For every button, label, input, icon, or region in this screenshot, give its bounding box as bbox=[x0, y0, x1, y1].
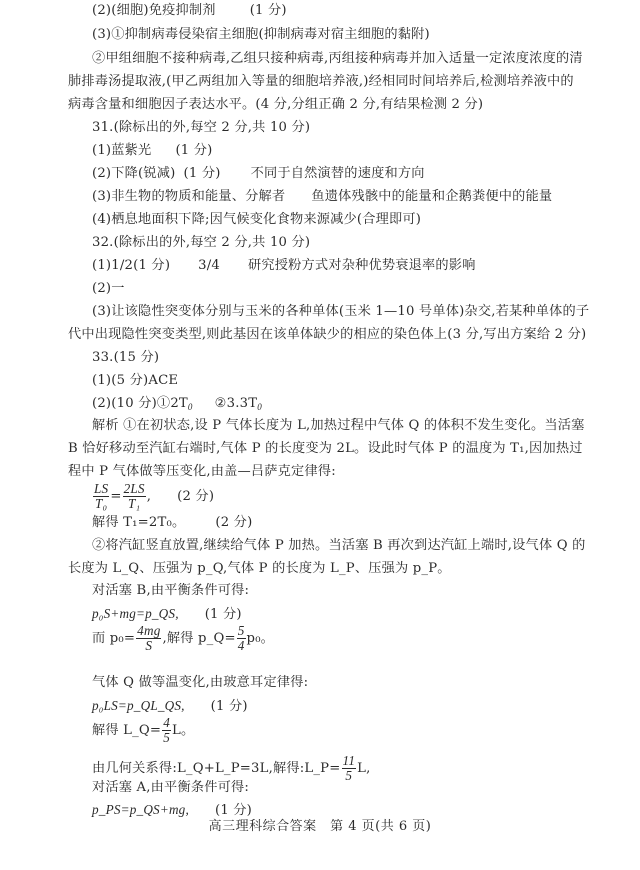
answer-32-3-line1: (3)让该隐性突变体分别与玉米的各种单体(玉米 1—10 号单体)杂交,若某种单体的子 bbox=[92, 304, 590, 319]
score: (1 分) bbox=[204, 607, 242, 622]
answer-30-3-2-line2: 肺排毒汤提取液,(甲乙两组加入等量的细胞培养液,)经相同时间培养后,检测培养液中的 bbox=[68, 74, 574, 89]
page-footer: 高三理科综合答案 第 4 页(共 6 页) bbox=[208, 819, 432, 834]
solution-line3: 程中 P 气体做等压变化,由盖—吕萨克定律得: bbox=[68, 464, 336, 479]
score: (1 分) bbox=[249, 3, 287, 18]
text: (3)非生物的物质和能量、分解者 bbox=[92, 189, 286, 204]
answer-32-1 bbox=[92, 257, 476, 275]
text: 鱼遗体残骸中的能量和企鹅粪便中的能量 bbox=[311, 189, 553, 204]
text: L。 bbox=[171, 723, 195, 738]
score: (2 分) bbox=[215, 515, 253, 530]
solution-t1 bbox=[92, 514, 252, 532]
solution-line2: B 恰好移动至汽缸右端时,气体 P 的长度变为 2L。设此时气体 P 的温度为 T₁,因加热过 bbox=[68, 441, 583, 456]
text: 不同于自然演替的速度和方向 bbox=[250, 166, 425, 181]
piston-b-balance: 对活塞 B,由平衡条件可得: bbox=[92, 583, 250, 598]
answer-30-2 bbox=[92, 2, 287, 20]
solution-part2-line2: 长度为 L_Q、压强为 p_Q,气体 P 的长度为 L_P、压强为 p_P。 bbox=[68, 561, 451, 576]
boyle-law-line: 气体 Q 做等温变化,由玻意耳定律得: bbox=[92, 675, 309, 690]
score: (1 分) bbox=[214, 803, 253, 818]
formula: p₀LS=p_QL_QS, bbox=[92, 698, 185, 713]
fraction: $\frac{4}{5}$ bbox=[163, 715, 170, 745]
text: (2)(细胞)免疫抑制剂 bbox=[92, 3, 216, 18]
text: L, bbox=[357, 761, 371, 776]
text: 解得 T₁=2T₀。 bbox=[92, 515, 186, 530]
answer-33-2: (2)(10 分)$①2T_0$ $②3.3T_0$ bbox=[92, 396, 262, 412]
text: ,解得 p_Q= bbox=[162, 631, 236, 646]
equation-gay-lussac: $\frac{LS}{\text{T₀}}$ = $\frac{2LS}{\text{T₁}}$ , (2 分) bbox=[94, 481, 215, 511]
answer-33-1: (1)(5 分)ACE bbox=[92, 373, 179, 388]
equation-boyle bbox=[92, 697, 248, 716]
answer-30-3-2-line1: ②甲组细胞不接种病毒,乙组只接种病毒,丙组接种病毒并加入适量一定浓度浓度的清 bbox=[92, 51, 583, 66]
answer-31-4: (4)栖息地面积下降;因气候变化食物来源减少(合理即可) bbox=[92, 212, 422, 227]
score: (1 分) bbox=[183, 166, 221, 181]
answer-32-3-line2: 代中出现隐性突变类型,则此基因在该单体缺少的相应的染色体上(3 分,写出方案给 2 分) bbox=[68, 327, 587, 342]
text: (2)下降(锐减) bbox=[92, 166, 176, 181]
equation-pq bbox=[92, 624, 274, 653]
formula: p_PS=p_QS+mg, bbox=[92, 802, 189, 817]
text: (1)蓝紫光 bbox=[92, 143, 152, 158]
answer-31-2 bbox=[92, 165, 425, 183]
question-32-header: 32.(除标出的外,每空 2 分,共 10 分) bbox=[92, 235, 311, 250]
text: ②3.3T bbox=[214, 396, 258, 411]
answer-31-3 bbox=[92, 188, 552, 206]
fraction: $\frac{LS}{\text{T₀}}$ bbox=[94, 481, 109, 511]
text: p₀。 bbox=[246, 631, 275, 646]
fraction: $\frac{5}{4}$ bbox=[237, 623, 245, 653]
solution-lq bbox=[92, 716, 194, 745]
text: 研究授粉方式对杂种优势衰退率的影响 bbox=[248, 258, 476, 273]
text: 3/4 bbox=[198, 258, 220, 273]
question-33-header: 33.(15 分) bbox=[92, 350, 160, 365]
fraction: $\frac{2LS}{\text{T₁}}$ bbox=[123, 481, 145, 511]
fraction: $\frac{11}{5}$ bbox=[342, 753, 356, 783]
text: 而 p₀= bbox=[92, 631, 136, 646]
score: (1 分) bbox=[210, 699, 248, 714]
score: (1 分) bbox=[175, 143, 213, 158]
solution-line1: 解析 ①在初状态,设 P 气体长度为 L,加热过程中气体 Q 的体积不发生变化。当活塞 bbox=[92, 418, 585, 433]
text: (1)1/2(1 分) bbox=[92, 258, 171, 273]
score: (2 分) bbox=[177, 489, 215, 504]
answer-30-3-1: (3)①抑制病毒侵染宿主细胞(抑制病毒对宿主细胞的黏附) bbox=[92, 27, 430, 42]
text: (2)(10 分)①2T bbox=[92, 396, 188, 411]
fraction: $\frac{4mg}{S}$ bbox=[137, 623, 161, 653]
answer-32-2: (2)一 bbox=[92, 281, 125, 296]
formula: p₀S+mg=p_QS, bbox=[92, 606, 179, 621]
text: 由几何关系得:L_Q+L_P=3L,解得:L_P= bbox=[92, 761, 341, 776]
answer-30-3-2-line3: 病毒含量和细胞因子表达水平。(4 分,分组正确 2 分,有结果检测 2 分) bbox=[68, 97, 484, 112]
question-31-header: 31.(除标出的外,每空 2 分,共 10 分) bbox=[92, 120, 311, 135]
piston-a-balance: 对活塞 A,由平衡条件可得: bbox=[92, 780, 250, 795]
solution-part2-line1: ②将汽缸竖直放置,继续给气体 P 加热。当活塞 B 再次到达汽缸上端时,设气体 Q 的 bbox=[92, 538, 586, 553]
answer-31-1 bbox=[92, 142, 213, 160]
text: 解得 L_Q= bbox=[92, 723, 162, 738]
equation-piston-b bbox=[92, 605, 242, 624]
